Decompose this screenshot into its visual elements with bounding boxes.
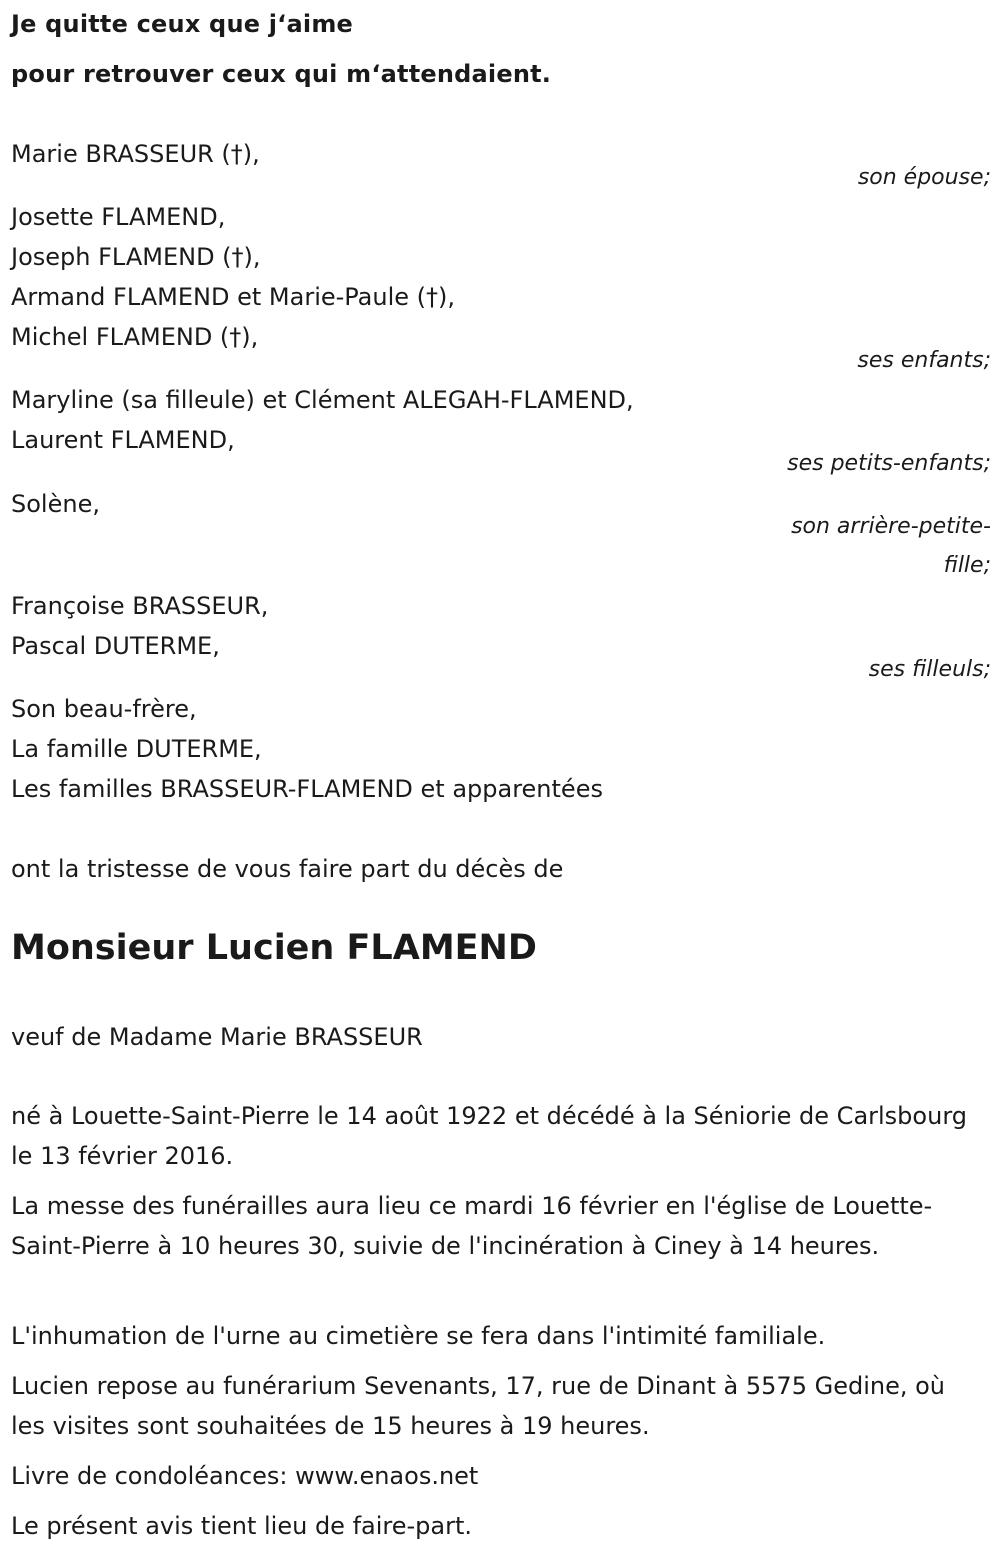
family-name-grandchild: Maryline (sa filleule) et Clément ALEGAH-FLAMEND,	[11, 386, 634, 414]
family-name-spouse: Marie BRASSEUR (†),	[11, 140, 260, 168]
family-name-godchild: Françoise BRASSEUR,	[11, 592, 269, 620]
announcement-text: ont la tristesse de vous faire part du décès de	[11, 855, 564, 883]
family-name-child: Michel FLAMEND (†),	[11, 323, 259, 351]
family-name-other: Son beau-frère,	[11, 695, 197, 723]
relation-great-grandchild-line-2: fille;	[943, 553, 991, 578]
burial-paragraph: L'inhumation de l'urne au cimetière se fera dans l'intimité familiale.	[11, 1322, 826, 1350]
relation-children: ses enfants;	[857, 348, 991, 373]
relation-spouse: son épouse;	[857, 165, 991, 190]
condolences-paragraph: Livre de condoléances: www.enaos.net	[11, 1462, 479, 1490]
widower-of-text: veuf de Madame Marie BRASSEUR	[11, 1023, 423, 1051]
family-name-grandchild: Laurent FLAMEND,	[11, 426, 235, 454]
relation-grandchildren: ses petits-enfants;	[787, 451, 991, 476]
obituary-notice	[11, 0, 991, 1561]
notice-paragraph: Le présent avis tient lieu de faire-part.	[11, 1512, 473, 1540]
family-name-child: Josette FLAMEND,	[11, 203, 226, 231]
funeral-paragraph: La messe des funérailles aura lieu ce mardi 16 février en l'église de Louette-Saint-Pierre à 10 heures 30, suivie de l'incinération à Ciney à 14 heures.	[11, 1192, 933, 1260]
visits-paragraph: Lucien repose au funérarium Sevenants, 17, rue de Dinant à 5575 Gedine, où les visites sont souhaitées de 15 heures à 19 heures.	[11, 1372, 945, 1440]
deceased-name: Monsieur Lucien FLAMEND	[11, 928, 537, 968]
birth-death-paragraph: né à Louette-Saint-Pierre le 14 août 1922 et décédé à la Séniorie de Carlsbourg le 13 février 2016.	[11, 1102, 967, 1170]
family-name-child: Armand FLAMEND et Marie-Paule (†),	[11, 283, 456, 311]
family-name-great-grandchild: Solène,	[11, 490, 100, 518]
epigraph-line-2: pour retrouver ceux qui m‘attendaient.	[11, 60, 552, 88]
family-name-godchild: Pascal DUTERME,	[11, 632, 220, 660]
relation-great-grandchild-line-1: son arrière-petite-	[791, 514, 991, 539]
family-name-other: La famille DUTERME,	[11, 735, 262, 763]
family-name-other: Les familles BRASSEUR-FLAMEND et apparentées	[11, 775, 603, 803]
epigraph-line-1: Je quitte ceux que j‘aime	[11, 10, 354, 38]
family-name-child: Joseph FLAMEND (†),	[11, 243, 261, 271]
relation-godchildren: ses filleuls;	[868, 657, 991, 682]
